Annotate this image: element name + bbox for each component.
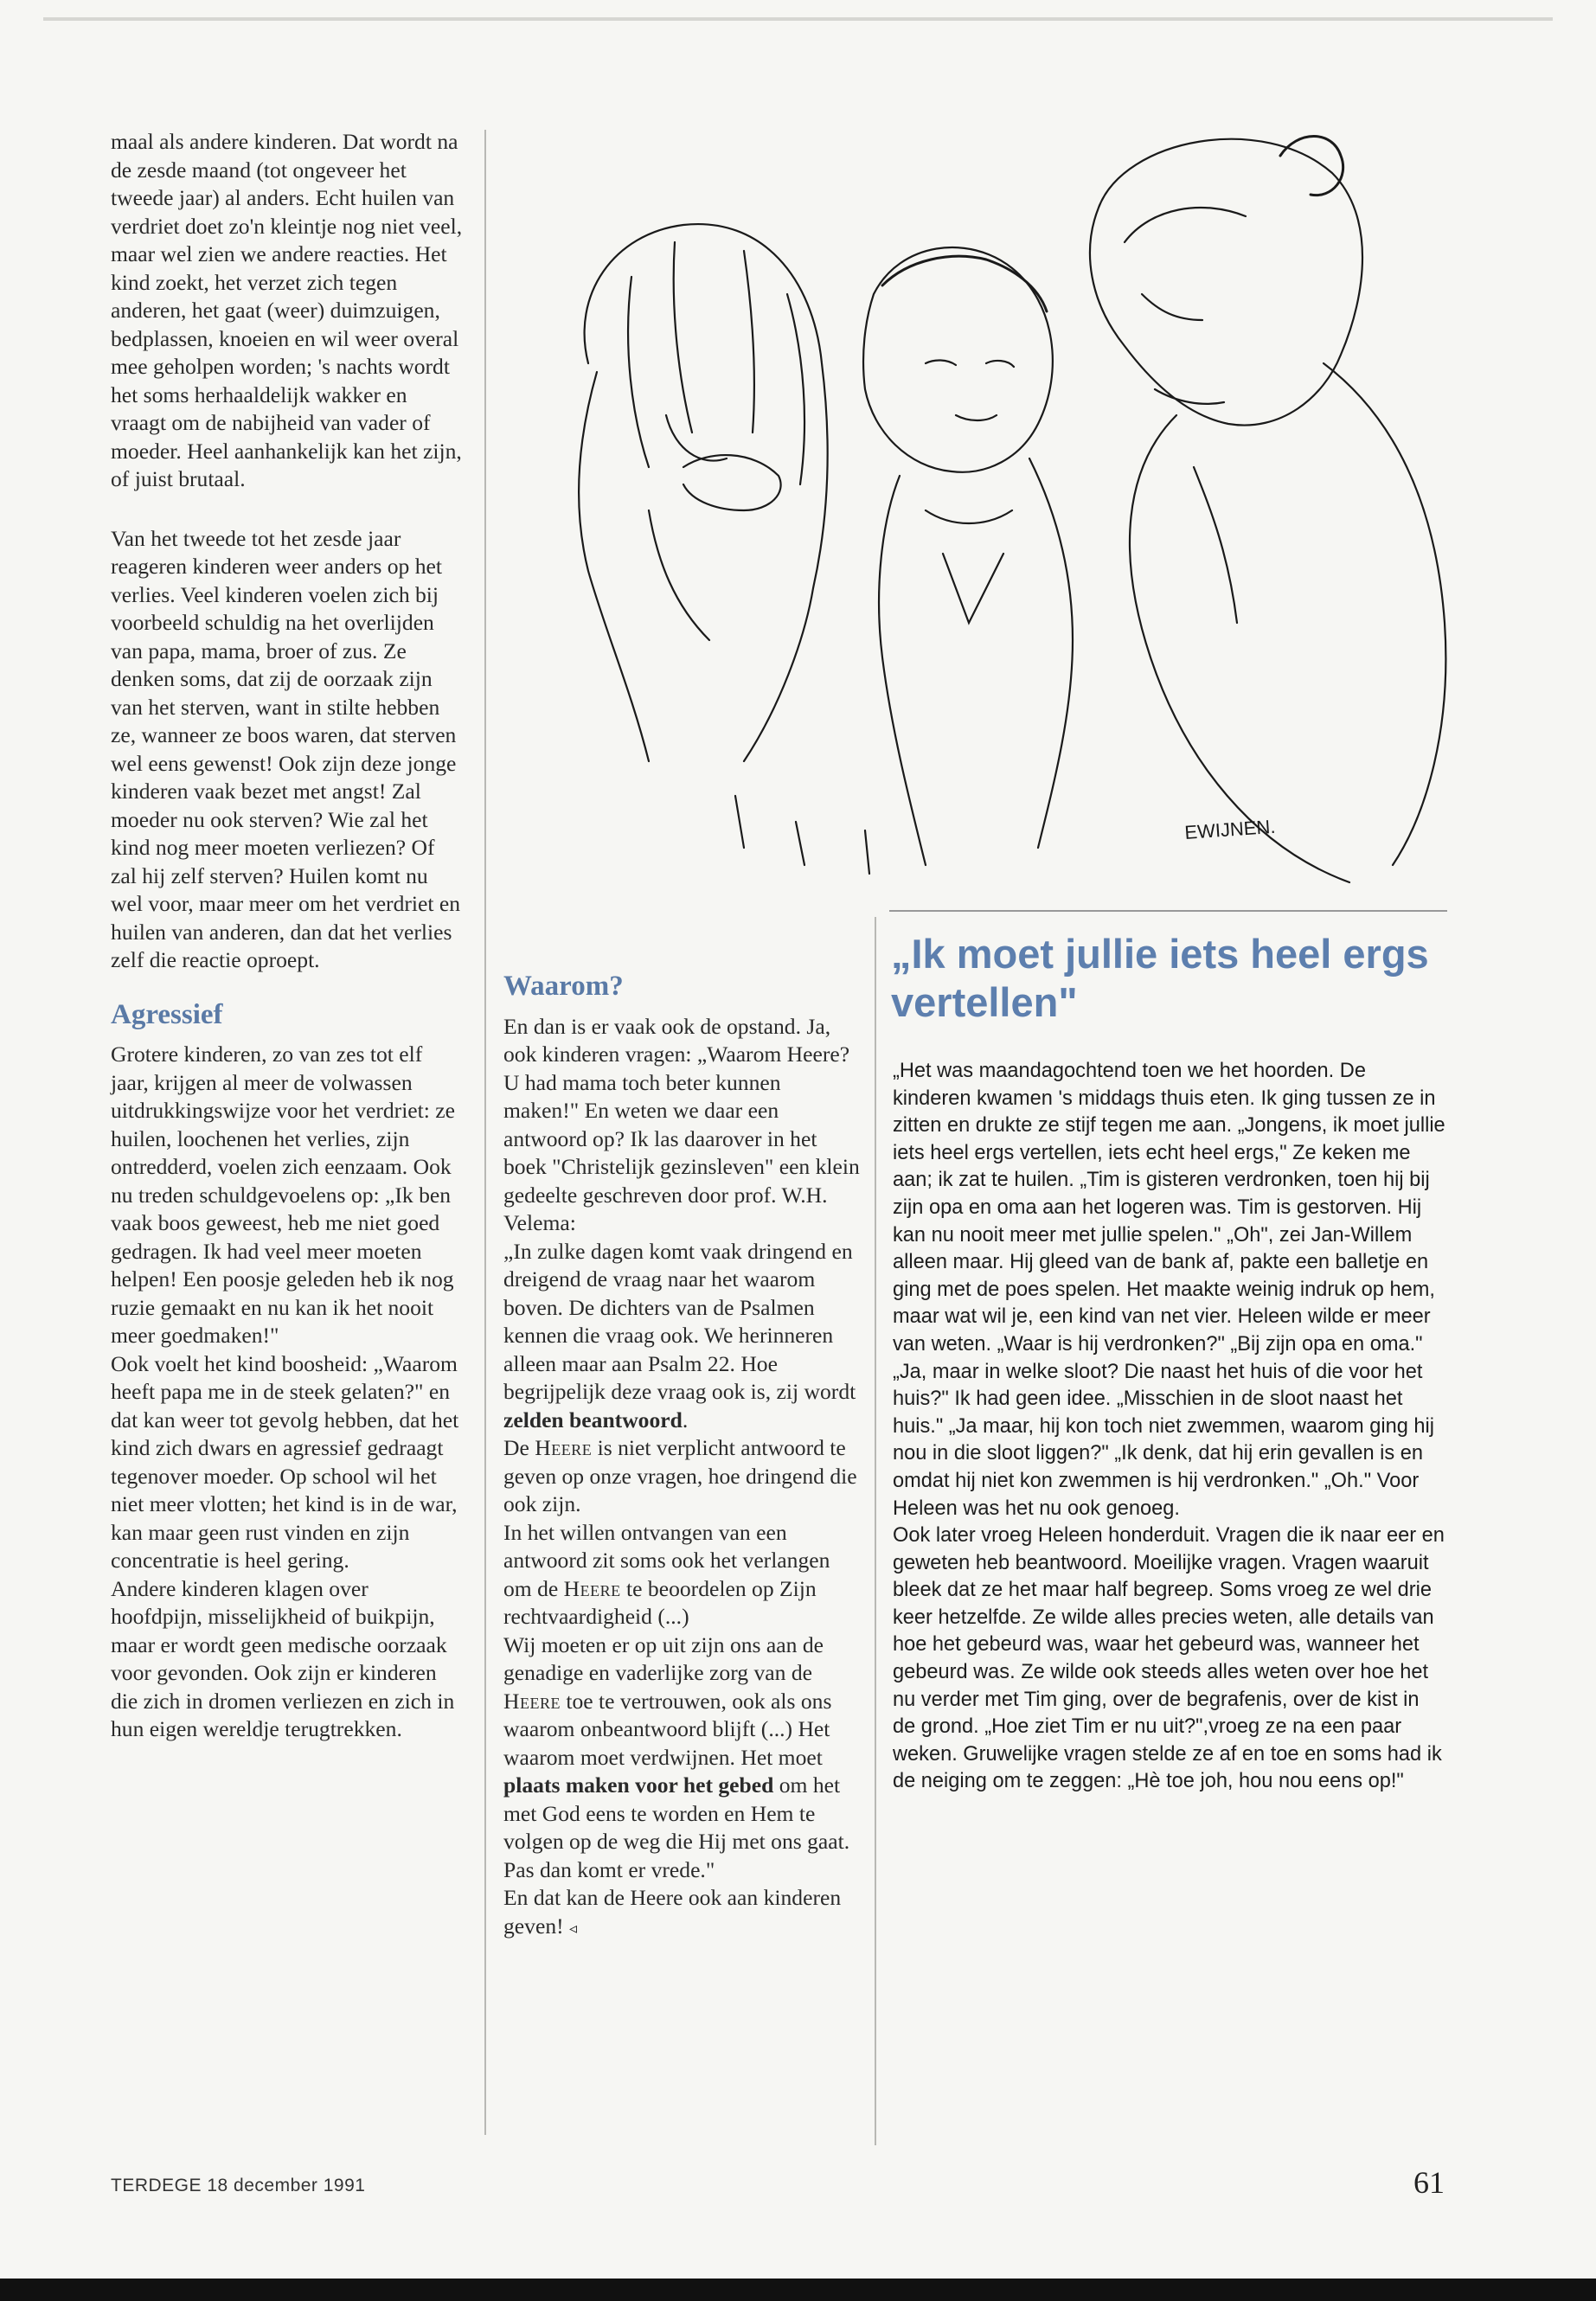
paragraph: Ook later vroeg Heleen honderduit. Vragen die ik naar eer en geweten heb beantwoord. Moeilijke vragen. Vragen waaruit bleek dat ze het maar half begreep. Soms vroeg ze wel drie keer hetzelfde. Ze wilde alles precies weten, alle details van hoe het gebeurd was, waar het gebeurd was, wanneer het gebeurd was. Ze wilde ook steeds alles weten over hoe het nu verder met Tim ging, over de begrafenis, over de kist in de grond. „Hoe ziet Tim er nu uit?",vroeg ze na een paar weken. Gruwelijke vragen stelde ze af en toe en soms had ik de neiging om te zeggen: „Hè toe joh, hou nou eens op!" [893,1524,1445,1793]
quote-paragraph: „In zulke dagen komt vaak dringend en dreigend de vraag naar het waarom boven. De dichters van de Psalmen kennen die vraag ook. We herinneren alleen maar aan Psalm 22. Hoe begrijpelijk deze vraag ook is, zij wordt zelden beantwoord. [503,1238,856,1433]
adult-head [1090,139,1362,426]
boy-body [879,476,926,865]
paragraph: maal als andere kinderen. Dat wordt na de zesde maand (tot ongeveer het tweede jaar) al anders. Echt huilen van verdriet doet zo'n kleintje nog niet veel, maar wel zien we andere reacties. Het kind zoekt, het verzet zich tegen anderen, het gaat (weer) duimzuigen, bedplassen, knoeien en wil weer overal mee geholpen worden; 's nachts wordt het soms herhaaldelijk wakker en vraagt om de nabijheid van vader of moeder. Heel aanhankelijk kan het zijn, of juist brutaal. [111,129,463,491]
bold-phrase: zelden beantwoord [503,1407,683,1433]
column-divider-middle [875,917,876,2145]
quote-paragraph: In het willen ontvangen van een antwoord zit soms ook het verlangen om de Heere te beoordelen op Zijn rechtvaardigheid (...) [503,1519,830,1629]
illustration-signature: EWIJNEN. [1183,815,1277,843]
paragraph: Andere kinderen klagen over hoofdpijn, misselijkheid of buikpijn, maar er wordt geen medische oorzaak voor gevonden. Ook zijn er kinderen die zich in dromen verliezen en zich in hun eigen wereldje terugtrekken. [111,1575,455,1741]
box-story-column [893,1058,1446,1796]
column-divider-left [484,130,486,2135]
article-column-left [111,128,465,1744]
bottom-scan-band [0,2279,1596,2301]
end-mark-icon: ◃ [569,1919,578,1937]
paragraph: Ook voelt het kind boosheid: „Waarom heeft papa me in de steek gelaten?" en dat kan weer tot gevolg hebben, dat het kind zich dwars en agressief gedraagt tegenover moeder. Op school wil het niet meer vlotten; het kind is in de war, kan maar geen rust vinden en zijn concentratie is heel gering. [111,1350,459,1573]
paragraph: „Het was maandagochtend toen we het hoorden. De kinderen kwamen 's middags thuis eten. Ik ging tussen ze in zitten en drukte ze stijf tegen me aan. „Jongens, ik moet jullie iets heel ergs vertellen, iets echt heel ergs," Ze keken me aan; ik zat te huilen. „Tim is gisteren verdronken, toen hij bij zijn opa en oma aan het logeren was. Tim is gestorven. Hij kan nu nooit meer met jullie spelen." „Oh", zei Jan-Willem alleen maar. Hij gleed van de bank af, pakte een balletje en ging met de poes spelen. Het maakte weinig indruk op hem, maar wat wil je, een kind van net vier. Heleen wilde er meer van weten. „Waar is hij verdronken?" „Bij zijn opa en oma." „Ja, maar in welke sloot? Die naast het huis of die voor het huis?" Ik had geen idee. „Misschien in de sloot naast het huis." „Ja maar, hij kon toch niet zwemmen, waarom ging hij nou in die sloot liggen?" „Ik denk, dat hij erin gevallen is en omdat hij niet kon zwemmen is hij verdronken." „Oh." Voor Heleen was het nu ook genoeg. [893,1060,1445,1520]
paragraph: Van het tweede tot het zesde jaar reageren kinderen weer anders op het verlies. Veel kinderen voelen zich bij voorbeeld schuldig na het overlijden van papa, mama, broer of zus. Ze denken soms, dat zij de oorzaak zijn van het sterven, want in stilte hebben ze, wanneer ze boos waren, dat sterven wel eens gewenst! Ook zijn deze jonge kinderen vaak bezet met angst! Zal moeder nu ook sterven? Wie zal het kind nog meer moeten verliezen? Of zal hij zelf sterven? Huilen komt nu wel voor, maar meer om het verdriet en huilen van anderen, dan dat het verlies zelf die reactie oproept. [111,525,461,972]
paragraph: En dan is er vaak ook de opstand. Ja, ook kinderen vragen: „Waarom Heere? U had mama toch beter kunnen maken!" En weten we daar een antwoord op? Ik las daarover in het boek "Christelijk gezinsleven" een klein gedeelte geschreven door prof. W.H. Velema: [503,1013,860,1235]
illustration-children-with-adult [519,104,1471,900]
quote-paragraph: De Heere is niet verplicht antwoord te geven op onze vragen, hoe dringend die ook zijn. [503,1435,857,1516]
quote-paragraph: Wij moeten er op uit zijn ons aan de genadige en vaderlijke zorg van de Heere toe te vertrouwen, ook als ons waarom onbeantwoord blijft (...) Het waarom moet verdwijnen. Het moet plaats maken voor het gebed om het met God eens te worden en Hem te volgen op de weg die Hij met ons gaat. Pas dan komt er vrede." [503,1631,850,1882]
subheading-waarom: Waarom? [503,971,624,1002]
box-title: „Ik moet jullie iets heel ergs vertellen" [891,931,1429,1025]
subheading-agressief: Agressief [111,998,223,1030]
bold-phrase: plaats maken voor het gebed [503,1772,774,1798]
page-number: 61 [1413,2165,1445,2200]
article-column-middle [503,972,860,1942]
footer-publication: TERDEGE 18 december 1991 [111,2176,366,2195]
box-top-rule [889,910,1447,912]
girl-hand [683,455,781,510]
paragraph: En dat kan de Heere ook aan kinderen geven! ◃ [503,1885,842,1939]
top-rule [43,17,1553,21]
paragraph: Grotere kinderen, zo van zes tot elf jaar, krijgen al meer de volwassen uitdrukkingswijze voor het verdriet: ze huilen, loochenen het verlies, zijn ontredderd, voelen zich eenzaam. Ook nu treden schuldgevoelens op: „Ik ben vaak boos geweest, heb me niet goed gedragen. Ik had veel meer moeten helpen! Een poosje geleden heb ik nog ruzie gemaakt en nu kan ik het nooit meer goedmaken!" [111,1042,456,1348]
adult-body [1130,415,1349,882]
